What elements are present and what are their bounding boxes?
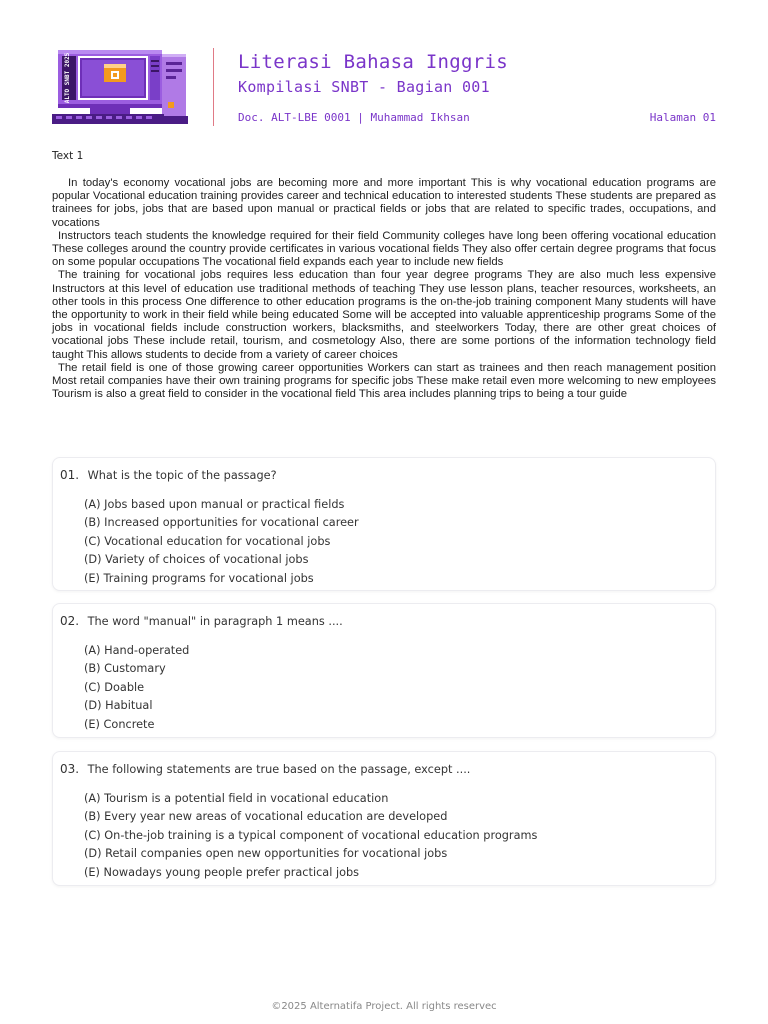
question-text: The following statements are true based on the passage, except .... [87,763,471,776]
question-header [60,468,277,482]
footer-copyright: ©2025 Alternatifa Project. All rights reservec [271,1001,497,1012]
question-text: The word "manual" in paragraph 1 means .... [87,615,343,628]
question-number: 01. [60,468,80,482]
page-header [0,0,768,140]
question-number: 02. [60,614,80,628]
question-number: 03. [60,762,80,776]
answer-option[interactable]: (D) Variety of choices of vocational jobs [84,553,309,567]
answer-option[interactable]: (E) Nowadays young people prefer practical jobs [84,865,360,879]
answer-option[interactable]: (E) Concrete [84,717,155,731]
answer-option[interactable]: (A) Tourism is a potential field in vocational education [84,792,389,805]
passage-paragraph: Instructors teach students the knowledge required for their field Community colleges have long been offering vocational education These colleges around the country provide certificates in various vocational fields They also offer certain degree programs that focus on some popular occupations The vocational field expands each year to include new fields [52,229,716,269]
document-title: Literasi Bahasa Inggris [238,51,508,73]
computer-logo-icon [50,46,190,126]
passage-paragraph: In today's economy vocational jobs are becoming more and more important This is why vocational education programs are popular Vocational education training provides career and technical education to interested students These students are prepared as trainees for jobs, jobs that are based upon manual or practical fields or jobs that are related to specific trades, occupations, and vocations [52,177,716,229]
answer-option[interactable]: (D) Habitual [84,699,153,713]
answer-options [84,496,359,588]
page-number: Halaman 01 [649,111,716,124]
answer-option[interactable]: (E) Training programs for vocational jobs [84,571,314,585]
answer-option[interactable]: (B) Increased opportunities for vocational career [84,516,359,530]
answer-option[interactable]: (B) Every year new areas of vocational education are developed [84,810,448,824]
question-card-3 [52,751,716,886]
answer-options [84,790,537,882]
answer-option[interactable]: (B) Customary [84,662,166,676]
answer-option[interactable]: (A) Hand-operated [84,644,190,657]
header-divider [213,48,214,126]
answer-option[interactable]: (C) Vocational education for vocational jobs [84,534,331,548]
question-header [60,614,343,628]
logo-text: ALTO SNBT 2025 [64,52,71,104]
question-card-1 [52,457,716,591]
passage-label: Text 1 [52,150,84,162]
question-header [60,762,470,776]
answer-options [84,642,189,734]
document-subtitle: Kompilasi SNBT - Bagian 001 [238,78,490,96]
reading-passage [52,177,716,401]
question-text: What is the topic of the passage? [87,469,277,482]
answer-option[interactable]: (C) On-the-job training is a typical component of vocational education programs [84,828,538,842]
question-card-2 [52,603,716,738]
answer-option[interactable]: (A) Jobs based upon manual or practical fields [84,498,345,511]
passage-paragraph: The training for vocational jobs requires less education than four year degree programs They are also much less expensive Instructors at this level of education use traditional methods of teaching They use lesson plans, teacher resources, worksheets, an other tools in this process One difference to other education programs is the on-the-job training component Many students will have the opportunity to work in their field while being educated Some will be accepted into valuable apprenticeship programs Some of the jobs in vocational fields include construction workers, blacksmiths, and steelworkers Today, there are other great choices of vocational jobs These include retail, tourism, and cosmetology Also, there are some portions of the information technology field taught This allows students to decide from a variety of career choices [52,269,716,361]
document-info: Doc. ALT-LBE 0001 | Muhammad Ikhsan [238,111,470,124]
answer-option[interactable]: (D) Retail companies open new opportunities for vocational jobs [84,847,448,861]
answer-option[interactable]: (C) Doable [84,680,145,694]
passage-paragraph: The retail field is one of those growing career opportunities Workers can start as trainees and then reach management position Most retail companies have their own training programs for specific jobs These make retail even more welcoming to new employees Tourism is also a great field to consider in the vocational field This area includes planning trips to being a tour guide [52,361,716,401]
